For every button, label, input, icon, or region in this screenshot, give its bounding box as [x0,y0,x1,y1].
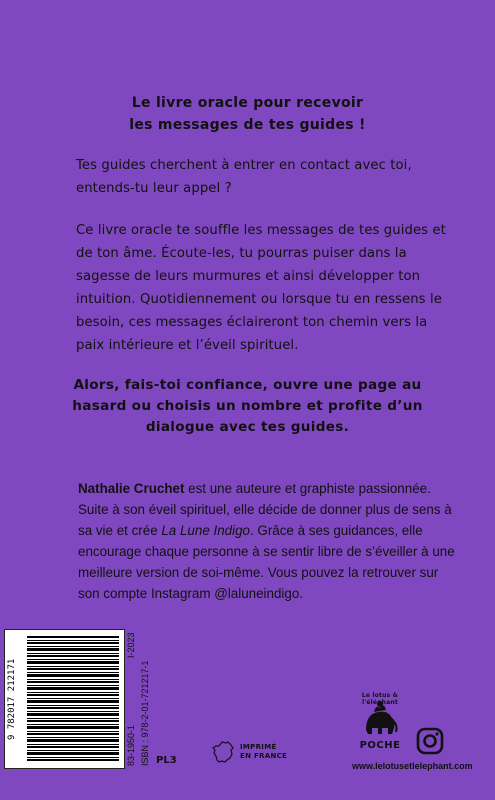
publisher-name: Le lotus & l'éléphant [361,692,399,706]
call-to-action: Alors, fais-toi confiance, ouvre une page au hasard ou choisis un nombre et profite d’un dialogue avec tes guides. [72,377,423,435]
barcode-bars [27,636,119,761]
bio-text-2: . Grâce à ses guidances, elle encourage chaque personne à se sentir libre de s’éveiller à une meilleure version de soi-même. Vous pouvez la retrouver sur son compte Instagram @laluneindigo. [78,523,455,601]
imprime-line2: EN FRANCE [240,752,288,760]
bio-brand: La Lune Indigo [161,523,250,538]
author-bio [78,478,463,604]
collection-name: POCHE [359,740,401,751]
tagline-line2: les messages de tes guides ! [129,117,366,133]
tagline-line1: Le livre oracle pour recevoir [131,95,364,111]
barcode [4,629,125,769]
edition-code: I-2023 [126,632,136,658]
elephant-logo-icon [354,690,406,742]
bio-text-1: est une auteure et graphiste passionnée. Suite à son éveil spirituel, elle décide de donner plus de sens à sa vie et crée [78,481,452,538]
imprime-line1: IMPRIMÉ [240,743,277,751]
print-code: 83-1950-1 [126,724,136,766]
publisher-logo [346,690,414,751]
instagram-icon [416,727,444,759]
isbn-number [140,632,154,766]
paragraph-intro: Tes guides cherchent à entrer en contact avec toi, entends-tu leur appel ? [76,158,412,196]
france-map-icon [212,740,236,764]
author-name: Nathalie Cruchet [78,481,185,496]
isbn-text: ISBN : 978-2-01-721217-1 [140,660,150,766]
tagline [40,92,455,136]
series-code: PL3 [156,755,177,766]
barcode-digits: 9 782017 212171 [7,658,17,740]
paragraph-description: Ce livre oracle te souffle les messages de tes guides et de ton âme. Écoute-les, tu pourras puiser dans la sagesse de leurs murmures et ainsi développer ton intuition. Quotidiennement ou lorsque tu en ressens le besoin, ces messages éclaireront ton chemin vers la paix intérieure et l’éveil spirituel. [76,223,446,353]
publisher-website[interactable]: www.lelotusetlelephant.com [352,761,473,771]
imprime-en-france [212,740,287,764]
isbn-codes [126,632,140,766]
